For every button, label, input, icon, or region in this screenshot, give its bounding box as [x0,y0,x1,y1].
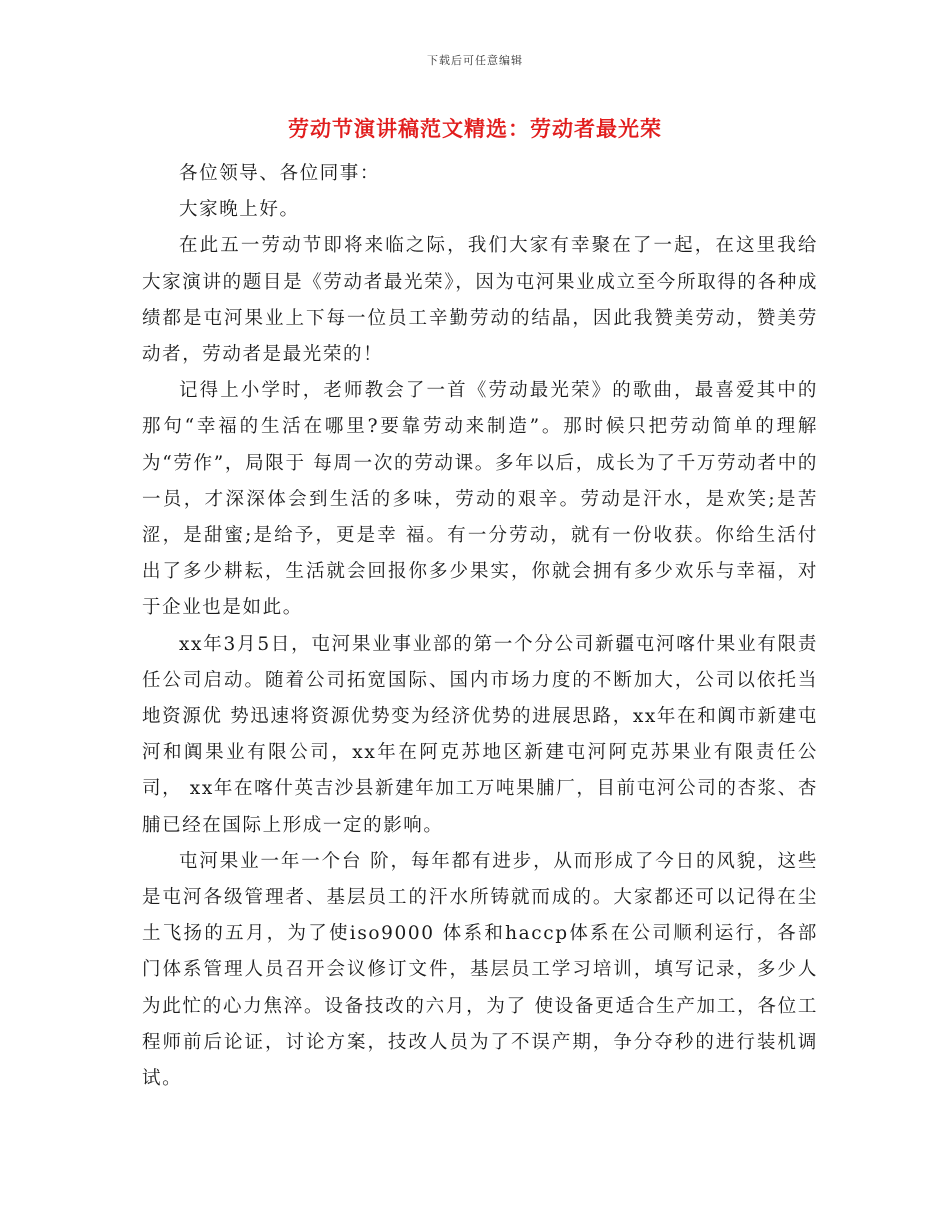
paragraph: 记得上小学时，老师教会了一首《劳动最光荣》的歌曲，最喜爱其中的那句“幸福的生活在哪里?要靠劳动来制造”。那时候只把劳动简单的理解为“劳作”，局限于 每周一次的劳动课。多年以后，成长为了千万劳动者中的一员，才深深体会到生活的多味，劳动的艰辛。劳动是汗水，是欢笑;是苦涩，是甜蜜;是给予，更是幸 福。有一分劳动，就有一份收获。你给生活付出了多少耕耘，生活就会回报你多少果实，你就会拥有多少欢乐与幸福，对于企业也是如此。 [142,380,818,619]
paragraph: xx年3月5日，屯河果业事业部的第一个分公司新疆屯河喀什果业有限责任公司启动。随着公司拓宽国际、国内市场力度的不断加大，公司以依托当地资源优 势迅速将资源优势变为经济优势的进展思路，xx年在和阗市新建屯河和阗果业有限公司，xx年在阿克苏地区新建屯河阿克苏果业有限责任公司， xx年在喀什英吉沙县新建年加工万吨果脯厂，目前屯河公司的杏浆、杏脯已经在国际上形成一定的影响。 [142,633,818,836]
paragraph: 屯河果业一年一个台 阶，每年都有进步，从而形成了今日的风貌，这些是屯河各级管理者、基层员工的汗水所铸就而成的。大家都还可以记得在尘土飞扬的五月，为了使iso9000 体系和haccp体系在公司顺利运行，各部门体系管理人员召开会议修订文件，基层员工学习培训，填写记录，多少人为此忙的心力焦淬。设备技改的六月，为了 使设备更适合生产加工，各位工程师前后论证，讨论方案，技改人员为了不误产期，争分夺秒的进行装机调试。 [142,850,818,1090]
document-title: 劳动节演讲稿范文精选：劳动者最光荣 [288,116,662,141]
salutation: 各位领导、各位同事： [179,163,381,184]
paragraph: 在此五一劳动节即将来临之际，我们大家有幸聚在了一起，在这里我给大家演讲的题目是《劳动者最光荣》，因为屯河果业成立至今所取得的各种成绩都是屯河果业上下每一位员工辛勤劳动的结晶，因此我赞美劳动，赞美劳动者，劳动者是最光荣的！ [142,235,818,366]
greeting: 大家晚上好。 [179,199,300,221]
document-body [142,156,818,1097]
header-note: 下载后可任意编辑 [427,54,523,67]
